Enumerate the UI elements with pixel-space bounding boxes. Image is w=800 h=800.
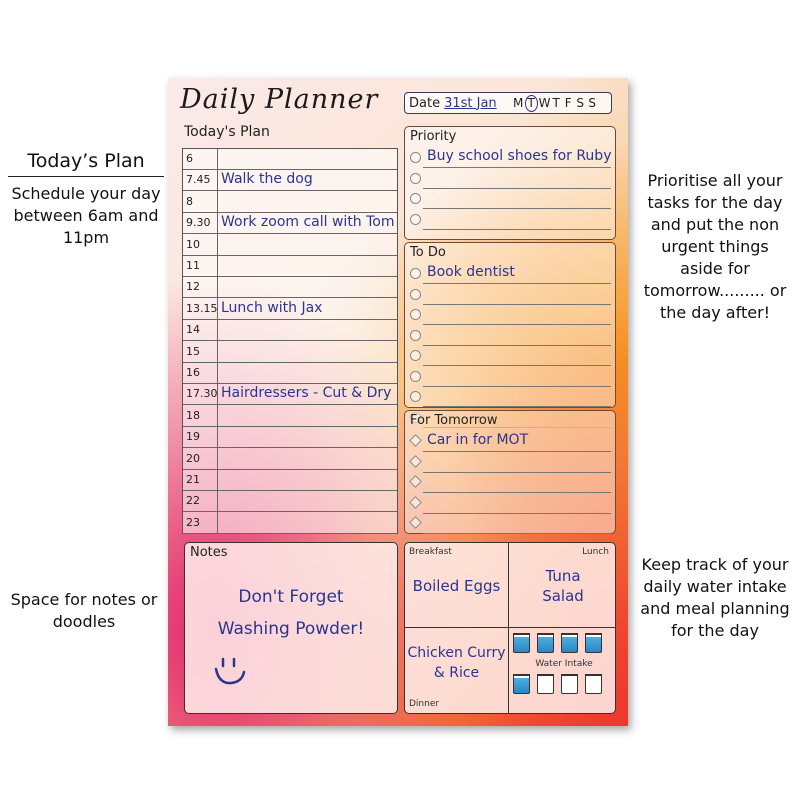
tomorrow-item[interactable] bbox=[423, 431, 611, 452]
water-glass-icon[interactable] bbox=[585, 674, 602, 694]
caption-text: Prioritise all your tasks for the day and put the non urgent things aside for tomorrow......... or the day after! bbox=[643, 171, 787, 322]
priority-item-text: Buy school shoes for Ruby bbox=[427, 148, 612, 164]
tomorrow-item[interactable] bbox=[423, 472, 611, 493]
caption-todays-plan bbox=[8, 150, 164, 249]
todo-item[interactable] bbox=[423, 345, 611, 366]
plan-time: 13.15 bbox=[186, 301, 218, 315]
plan-row[interactable] bbox=[183, 427, 397, 448]
tomorrow-item[interactable] bbox=[423, 513, 611, 534]
todo-label: To Do bbox=[410, 245, 446, 260]
plan-row[interactable] bbox=[183, 320, 397, 341]
caption-priority bbox=[640, 170, 790, 324]
caption-text: Schedule your day between 6am and 11pm bbox=[11, 184, 161, 247]
plan-row[interactable] bbox=[183, 470, 397, 491]
caption-water-meals bbox=[640, 554, 790, 642]
diamond-bullet-icon[interactable] bbox=[409, 434, 422, 447]
water-glass-icon[interactable] bbox=[537, 633, 554, 653]
todo-item[interactable] bbox=[423, 263, 611, 284]
dinner-value-line-2: & Rice bbox=[433, 665, 480, 681]
circle-bullet-icon[interactable] bbox=[410, 309, 421, 320]
water-glass-icon[interactable] bbox=[585, 633, 602, 653]
tomorrow-item[interactable] bbox=[423, 493, 611, 514]
water-glass-icon[interactable] bbox=[513, 633, 530, 653]
diamond-bullet-icon[interactable] bbox=[409, 516, 422, 529]
circle-bullet-icon[interactable] bbox=[410, 173, 421, 184]
plan-row[interactable] bbox=[183, 384, 397, 405]
plan-row[interactable] bbox=[183, 449, 397, 470]
plan-row[interactable] bbox=[183, 513, 397, 534]
weekday-2[interactable]: W bbox=[538, 96, 551, 110]
tomorrow-item[interactable] bbox=[423, 452, 611, 473]
planner-title: Daily Planner bbox=[180, 84, 379, 115]
notes-line-1: Don't Forget bbox=[238, 587, 344, 607]
date-label: Date bbox=[409, 95, 441, 111]
weekday-selector bbox=[513, 95, 599, 112]
plan-time: 23 bbox=[186, 515, 200, 529]
plan-time: 14 bbox=[186, 323, 200, 337]
caption-notes bbox=[6, 589, 162, 633]
todo-item[interactable] bbox=[423, 284, 611, 305]
circle-bullet-icon[interactable] bbox=[410, 193, 421, 204]
plan-row[interactable] bbox=[183, 363, 397, 384]
todo-box bbox=[404, 242, 616, 408]
lunch-value-line-1: Tuna bbox=[545, 567, 581, 585]
plan-time: 18 bbox=[186, 408, 200, 422]
todo-item[interactable] bbox=[423, 386, 611, 407]
plan-row[interactable] bbox=[183, 491, 397, 512]
water-glass-icon[interactable] bbox=[561, 674, 578, 694]
weekday-1[interactable]: T bbox=[525, 95, 538, 112]
plan-time: 21 bbox=[186, 473, 200, 486]
plan-time: 11 bbox=[186, 259, 200, 272]
plan-row[interactable] bbox=[183, 299, 397, 320]
circle-bullet-icon[interactable] bbox=[410, 268, 421, 279]
priority-item[interactable] bbox=[423, 209, 611, 230]
breakfast-label: Breakfast bbox=[409, 547, 452, 557]
breakfast-value: Boiled Eggs bbox=[412, 577, 501, 595]
plan-time: 8 bbox=[186, 194, 193, 208]
dinner-label: Dinner bbox=[409, 699, 440, 709]
date-box bbox=[404, 92, 612, 114]
tomorrow-item-text: Car in for MOT bbox=[427, 432, 529, 448]
todo-item-text: Book dentist bbox=[427, 264, 515, 280]
plan-time: 15 bbox=[186, 344, 200, 358]
plan-entry: Work zoom call with Tom bbox=[221, 214, 395, 231]
plan-entry: Hairdressers - Cut & Dry bbox=[221, 385, 392, 402]
circle-bullet-icon[interactable] bbox=[410, 371, 421, 382]
plan-row[interactable] bbox=[183, 192, 397, 213]
caption-text: Space for notes or doodles bbox=[10, 590, 158, 631]
plan-time: 7.45 bbox=[186, 173, 211, 187]
diamond-bullet-icon[interactable] bbox=[409, 455, 422, 468]
caption-title: Today’s Plan bbox=[8, 150, 164, 177]
diamond-bullet-icon[interactable] bbox=[409, 496, 422, 509]
plan-row[interactable] bbox=[183, 406, 397, 427]
todo-item[interactable] bbox=[423, 325, 611, 346]
weekday-4[interactable]: F bbox=[564, 96, 572, 110]
plan-time: 16 bbox=[186, 366, 200, 379]
diamond-bullet-icon[interactable] bbox=[409, 475, 422, 488]
lunch-label: Lunch bbox=[582, 547, 609, 557]
caption-text: Keep track of your daily water intake and meal planning for the day bbox=[640, 555, 790, 640]
todo-item[interactable] bbox=[423, 304, 611, 325]
todays-plan-table bbox=[182, 148, 398, 534]
todo-item[interactable] bbox=[423, 366, 611, 387]
plan-time: 9.30 bbox=[186, 216, 211, 230]
dinner-value-line-1: Chicken Curry bbox=[407, 645, 506, 661]
plan-row[interactable] bbox=[183, 149, 397, 170]
water-intake-label: Water Intake bbox=[535, 659, 593, 669]
tomorrow-box bbox=[404, 410, 616, 534]
weekday-3[interactable]: T bbox=[552, 96, 560, 110]
weekday-0[interactable]: M bbox=[512, 96, 524, 110]
priority-box bbox=[404, 126, 616, 240]
plan-row[interactable] bbox=[183, 256, 397, 277]
plan-row[interactable] bbox=[183, 235, 397, 256]
priority-item[interactable] bbox=[423, 147, 611, 168]
plan-time: 17.30 bbox=[186, 387, 218, 401]
notes-box bbox=[184, 542, 398, 714]
date-value: 31st Jan bbox=[444, 95, 497, 111]
plan-time: 20 bbox=[186, 451, 200, 465]
plan-time: 10 bbox=[186, 237, 200, 251]
priority-label: Priority bbox=[410, 129, 457, 144]
notes-line-2: Washing Powder! bbox=[217, 619, 365, 639]
priority-item[interactable] bbox=[423, 188, 611, 209]
plan-row[interactable] bbox=[183, 213, 397, 234]
circle-bullet-icon[interactable] bbox=[410, 289, 421, 300]
meals-divider-horizontal bbox=[405, 627, 615, 628]
weekday-5[interactable]: S bbox=[576, 96, 584, 110]
plan-row[interactable] bbox=[183, 277, 397, 298]
notes-label: Notes bbox=[190, 545, 228, 560]
lunch-value-line-2: Salad bbox=[542, 587, 584, 605]
circle-bullet-icon[interactable] bbox=[410, 152, 421, 163]
todays-plan-label: Today's Plan bbox=[184, 124, 270, 140]
tomorrow-label: For Tomorrow bbox=[410, 413, 498, 428]
water-glass-icon[interactable] bbox=[561, 633, 578, 653]
circle-bullet-icon[interactable] bbox=[410, 330, 421, 341]
plan-entry: Walk the dog bbox=[221, 171, 313, 188]
water-glass-icon[interactable] bbox=[537, 674, 554, 694]
planner-sheet bbox=[168, 78, 628, 726]
plan-entry: Lunch with Jax bbox=[221, 299, 323, 316]
meals-water-box bbox=[404, 542, 616, 714]
water-glass-icon[interactable] bbox=[513, 674, 530, 694]
circle-bullet-icon[interactable] bbox=[410, 350, 421, 361]
plan-time: 22 bbox=[186, 494, 200, 508]
priority-item[interactable] bbox=[423, 168, 611, 189]
plan-row[interactable] bbox=[183, 342, 397, 363]
smiley-doodle-icon bbox=[213, 656, 247, 686]
plan-time: 19 bbox=[186, 430, 200, 444]
plan-time: 6 bbox=[186, 152, 193, 165]
plan-row[interactable] bbox=[183, 170, 397, 191]
plan-time: 12 bbox=[186, 280, 200, 294]
weekday-6[interactable]: S bbox=[588, 96, 596, 110]
circle-bullet-icon[interactable] bbox=[410, 391, 421, 402]
circle-bullet-icon[interactable] bbox=[410, 214, 421, 225]
